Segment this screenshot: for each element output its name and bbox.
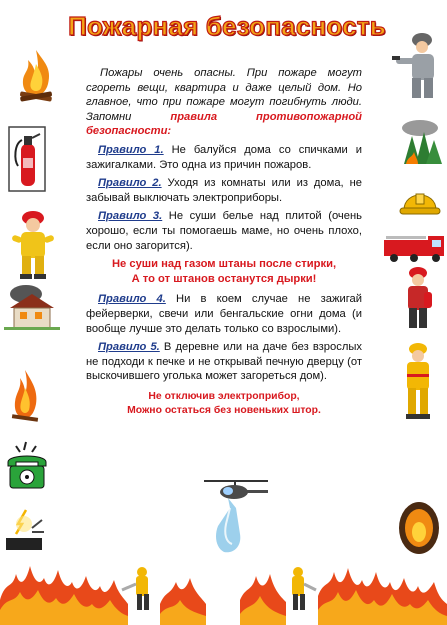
forest-fire-icon [396,118,444,166]
rule-2 [86,176,362,205]
rule-label: Правило 5. [98,341,160,354]
slogan-appliance [86,390,362,418]
firefighter-hose-icon [392,30,442,102]
fire-extinguisher-icon [8,126,46,192]
rule-text: Уходя из комнаты или из дома, не забывай выключать электроприборы. [86,177,362,204]
phone-icon [4,440,50,492]
helicopter-icon [190,478,278,556]
rule-label: Правило 4. [98,293,166,306]
intro-text: Пожары очень опасны. При пожаре могут сгореть вещи, квартира и даже целый дом. Но главное, что при пожаре могут погибнуть люди. Запомни [86,67,362,123]
slogan-line: Можно остаться без новеньких штор. [127,404,321,416]
fire-mask-icon [396,500,442,556]
rule-text: Ни в коем случае не зажигай фейерверки, свечи или бенгальские огни дома (и вообще лучше это делать только со взрослыми). [86,293,363,335]
electric-spark-icon [2,504,46,552]
fire-truck-icon [382,232,446,264]
page-title: Пожарная безопасность [68,11,386,41]
fire-helmet-icon [398,182,442,222]
rule-text: В деревне или на даче без взрослых не подходи к печке и не открывай печную дверцу (от выскочившего уголька может загореться дом). [86,341,362,383]
rule-1 [86,143,362,172]
intro-paragraph [86,66,362,139]
bonfire-icon [10,368,40,424]
rule-label: Правило 1. [98,143,164,156]
burning-house-icon [4,284,60,330]
firefighter-bottom-right [292,567,316,610]
slogan-line: Не отключив электроприбор, [148,390,300,402]
firefighter-extinguisher-icon [398,264,438,332]
slogan-line: А то от штанов останутся дырки! [131,272,317,285]
intro-highlight: правила противопожарной безопасности: [86,110,362,138]
slogan-line: Не суши над газом штаны после стирки, [111,258,337,271]
slogan-drying [86,257,362,286]
firefighter-icon [8,206,58,280]
rule-3 [86,209,362,253]
rule-4 [86,292,362,336]
flames-border [0,560,447,625]
rule-label: Правило 3. [98,210,163,223]
rule-5 [86,340,362,384]
rule-text: Не балуйся дома со спичками и зажигалками. Это одна из причин пожаров. [86,143,363,171]
rule-text: Не суши белье над плитой (очень хорошо, если ты помогаешь маме, но очень плохо, если оно загорится). [86,210,362,252]
rule-label: Правило 2. [98,177,162,190]
firefighter-yellow-icon [396,340,440,420]
campfire-icon [14,48,58,106]
safety-text [86,66,362,418]
